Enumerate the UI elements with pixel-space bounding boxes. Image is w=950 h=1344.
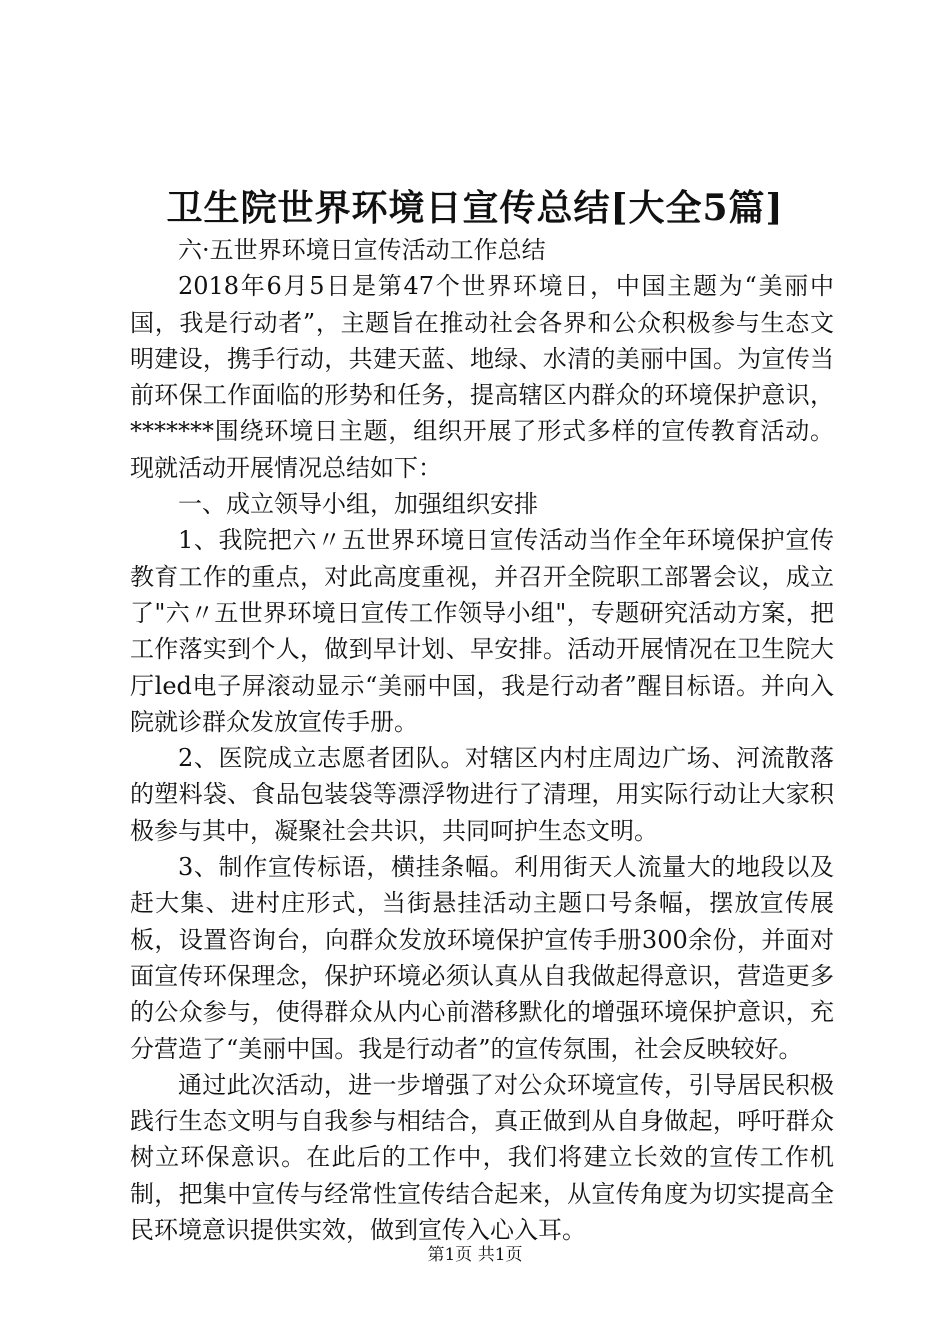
document-body bbox=[130, 232, 834, 1248]
paragraph-subtitle: 六·五世界环境日宣传活动工作总结 bbox=[178, 236, 546, 264]
paragraph-item-2: 2、医院成立志愿者团队。对辖区内村庄周边广场、河流散落的塑料袋、食品包装袋等漂浮物进行了清理，用实际行动让大家积极参与其中，凝聚社会共识，共同呵护生态文明。 bbox=[130, 744, 834, 845]
paragraph-conclusion: 通过此次活动，进一步增强了对公众环境宣传，引导居民积极践行生态文明与自我参与相结合，真正做到从自身做起，呼吁群众树立环保意识。在此后的工作中，我们将建立长效的宣传工作机制，把集中宣传与经常性宣传结合起来，从宣传角度为切实提高全民环境意识提供实效，做到宣传入心入耳。 bbox=[130, 1070, 834, 1245]
paragraph-item-3: 3、制作宣传标语，横挂条幅。利用街天人流量大的地段以及赶大集、进村庄形式，当街悬挂活动主题口号条幅，摆放宣传展板，设置咨询台，向群众发放环境保护宣传手册300余份，并面对面宣传环保理念，保护环境必须认真从自我做起得意识，营造更多的公众参与，使得群众从内心前潜移默化的增强环境保护意识，充分营造了“美丽中国。我是行动者”的宣传氛围，社会反映较好。 bbox=[130, 853, 834, 1063]
paragraph-intro: 2018年6月5日是第47个世界环境日，中国主题为“美丽中国，我是行动者”，主题旨在推动社会各界和公众积极参与生态文明建设，携手行动，共建天蓝、地绿、水清的美丽中国。为宣传当前环保工作面临的形势和任务，提高辖区内群众的环境保护意识，*******围绕环境日主题，组织开展了形式多样的宣传教育活动。现就活动开展情况总结如下： bbox=[130, 272, 834, 482]
section-heading: 一、成立领导小组，加强组织安排 bbox=[178, 490, 538, 519]
paragraph-item-1: 1、我院把六〃五世界环境日宣传活动当作全年环境保护宣传教育工作的重点，对此高度重视，并召开全院职工部署会议，成立了"六〃五世界环境日宣传工作领导小组"，专题研究活动方案，把工作落实到个人，做到早计划、早安排。活动开展情况在卫生院大厅led电子屏滚动显示“美丽中国，我是行动者”醒目标语。并向入院就诊群众发放宣传手册。 bbox=[130, 526, 834, 736]
page-footer: 第1页 共1页 bbox=[427, 1245, 523, 1265]
document-title: 卫生院世界环境日宣传总结[大全5篇] bbox=[166, 187, 784, 229]
